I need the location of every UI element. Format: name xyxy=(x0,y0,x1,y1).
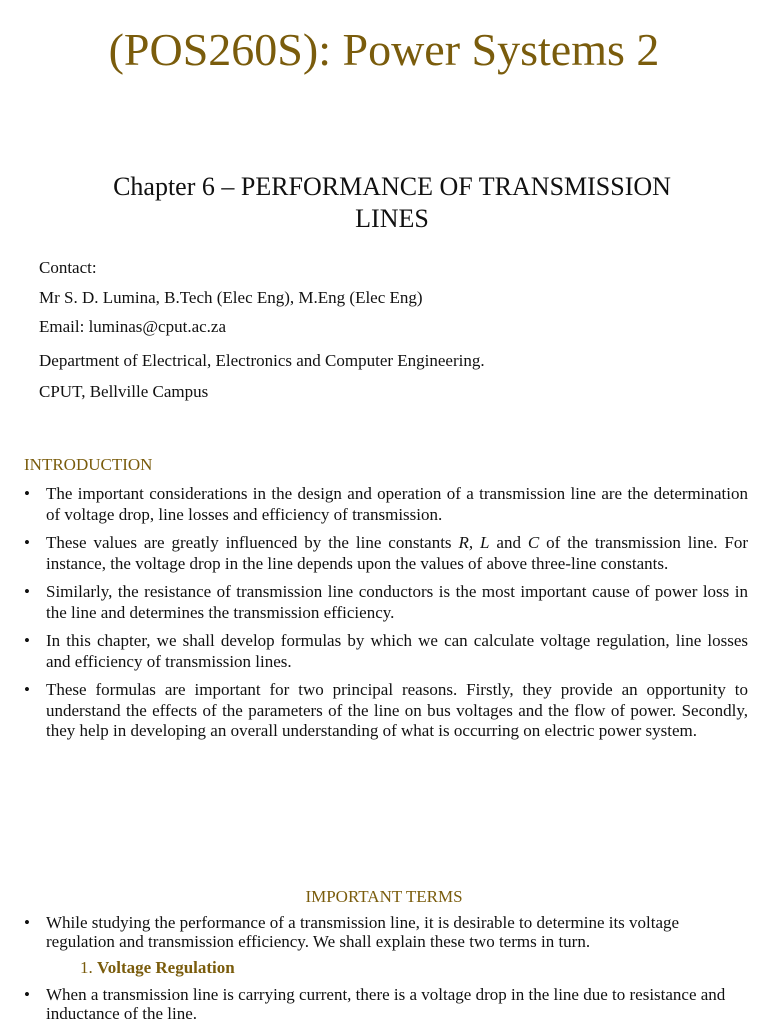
list-item-text: When a transmission line is carrying current, there is a voltage drop in the line due to resistance and inductance of the line. xyxy=(46,985,726,1023)
important-terms-heading: IMPORTANT TERMS xyxy=(305,887,463,906)
list-item-text xyxy=(46,533,748,573)
constant-l: L xyxy=(480,533,490,552)
subheading-label: Voltage Regulation xyxy=(97,958,235,977)
text-segment: , xyxy=(468,533,481,552)
voltage-regulation-list xyxy=(24,985,748,1024)
text-segment: of the transmission line. For instance, the voltage drop in the line depends upon the values of above three-line constants. xyxy=(46,533,749,573)
list-item xyxy=(24,913,748,951)
chapter-title-line-1: Chapter 6 – PERFORMANCE OF TRANSMISSION xyxy=(113,172,671,201)
list-item xyxy=(24,631,748,672)
bullet-icon: • xyxy=(24,913,30,932)
bullet-icon: • xyxy=(24,582,30,601)
chapter-title xyxy=(60,171,724,235)
chapter-title-line-2: LINES xyxy=(355,204,429,233)
bullet-icon: • xyxy=(24,484,30,503)
important-terms-list xyxy=(24,913,748,959)
list-item-text: The important considerations in the design and operation of a transmission line are the determination of voltage drop, line losses and efficiency of transmission. xyxy=(46,484,748,524)
constant-c: C xyxy=(527,533,540,552)
bullet-icon: • xyxy=(24,631,30,650)
document-title: (POS260S): Power Systems 2 xyxy=(108,24,660,75)
introduction-heading: INTRODUCTION xyxy=(24,455,153,474)
list-item xyxy=(24,680,748,742)
bullet-icon: • xyxy=(24,985,30,1004)
subheading-number: 1. xyxy=(80,958,93,977)
list-item xyxy=(24,985,748,1023)
constant-r: R xyxy=(458,533,469,552)
list-item-text: In this chapter, we shall develop formulas by which we can calculate voltage regulation, line losses and efficiency of transmission lines. xyxy=(46,631,748,671)
contact-department: Department of Electrical, Electronics and Computer Engineering. xyxy=(39,351,485,370)
bullet-icon: • xyxy=(24,680,30,699)
bullet-icon: • xyxy=(24,533,30,552)
contact-campus: CPUT, Bellville Campus xyxy=(39,382,209,401)
text-segment: These values are greatly influenced by the line constants xyxy=(46,533,459,552)
list-item xyxy=(24,582,748,623)
text-segment: and xyxy=(489,533,528,552)
introduction-list xyxy=(24,484,748,750)
list-item-text: While studying the performance of a transmission line, it is desirable to determine its voltage regulation and transmission efficiency. We shall explain these two terms in turn. xyxy=(46,913,680,951)
contact-email: Email: luminas@cput.ac.za xyxy=(39,317,227,336)
list-item xyxy=(24,533,748,574)
list-item-text: These formulas are important for two principal reasons. Firstly, they provide an opportunity to understand the effects of the parameters of the line on bus voltages and the flow of power. Secondly, they help in developing an overall understanding of what is occurring on electric power system. xyxy=(46,680,748,740)
contact-name: Mr S. D. Lumina, B.Tech (Elec Eng), M.Eng (Elec Eng) xyxy=(39,288,423,307)
list-item-text: Similarly, the resistance of transmission line conductors is the most important cause of power loss in the line and determines the transmission efficiency. xyxy=(46,582,748,622)
voltage-regulation-subheading xyxy=(80,958,235,978)
list-item xyxy=(24,484,748,525)
contact-label: Contact: xyxy=(39,258,97,277)
